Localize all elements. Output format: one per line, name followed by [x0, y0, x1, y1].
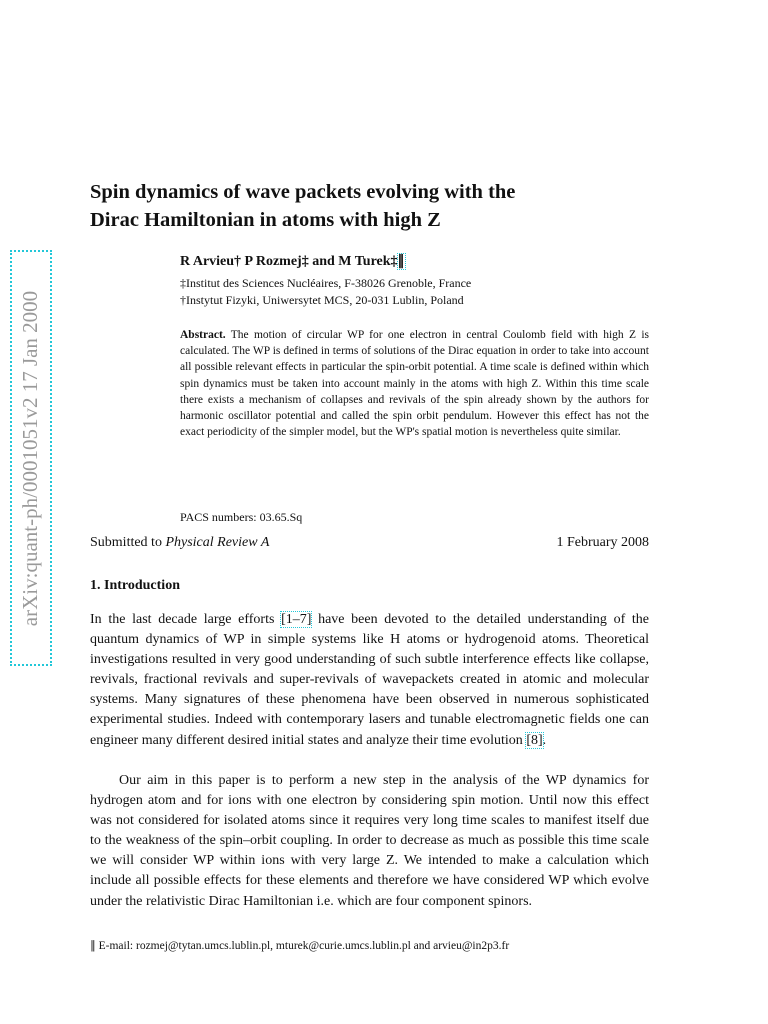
submitted-prefix: Submitted to: [90, 535, 166, 550]
arxiv-stamp[interactable]: [10, 250, 52, 666]
abstract-label: Abstract.: [180, 329, 226, 341]
abstract: [180, 327, 649, 440]
footnote: ∥ E-mail: rozmej@tytan.umcs.lublin.pl, mturek@curie.umcs.lublin.pl and arvieu@in2p3.fr: [90, 940, 510, 952]
affiliation-1: ‡Institut des Sciences Nucléaires, F-38026 Grenoble, France: [180, 276, 472, 290]
title-line-1: Spin dynamics of wave packets evolving with the: [90, 181, 516, 203]
p1-text-b: have been devoted to the detailed understanding of the quantum dynamics of WP in simple systems like H atoms or hydrogenoid atoms. Theoretical investigations resulted in very good understanding of such subtle interference effects like collapse, revivals, fractional revivals and super-revivals of wavepackets created in atomic and molecular systems. Many signatures of these phenomena have been observed in numerous sophisticated experimental studies. Indeed with contemporary lasers and tunable electromagnetic fields one can engineer many different desired initial states and analyze their time evolution: [90, 612, 650, 748]
p1-text-c: .: [542, 732, 547, 748]
paragraph-1: [90, 610, 649, 751]
pacs-numbers: PACS numbers: 03.65.Sq: [180, 510, 303, 524]
citation-link[interactable]: [8]: [526, 732, 543, 748]
abstract-text: The motion of circular WP for one electron in central Coulomb field with high Z is calculated. The WP is defined in terms of solutions of the Dirac equation in order to take into account all possible relevant effects in particular the spin-orbit potential. A time scale is defined within which spin dynamics must be taken into account mainly in the atoms with high Z. Within this time scale there exists a mechanism of collapses and revivals of the spin already shown by the authors for harmonic oscillator potential and called the spin orbit pendulum. However this effect has not the exact periodicity of the simpler model, but the WP's spatial motion is nevertheless quite similar.: [180, 329, 649, 439]
journal-name: Physical Review A: [165, 535, 270, 550]
paper-title: [90, 178, 650, 234]
title-line-2: Dirac Hamiltonian in atoms with high Z: [90, 209, 441, 231]
submitted-to: [90, 535, 269, 551]
date: 1 February 2008: [556, 535, 649, 550]
citation-link[interactable]: [1–7]: [281, 612, 312, 627]
author-list: [180, 253, 405, 270]
authors-text: R Arvieu† P Rozmej‡ and M Turek‡: [180, 254, 398, 269]
paragraph-2: Our aim in this paper is to perform a new step in the analysis of the WP dynamics for hydrogen atom and for ions with one electron by considering spin motion. Until now this effect was not considered for isolated atoms since it requires very long time scales to manifest itself due to the weakness of the spin–orbit coupling. In order to decrease as much as possible this time scale we will consider WP within ions with very large Z. We intended to make a calculation which include all possible effects for these elements and therefore we have considered WP which evolve under the relativistic Dirac Hamiltonian i.e. which are four component spinors.: [90, 773, 649, 909]
p1-text-a: In the last decade large efforts: [90, 612, 282, 627]
footnote-link[interactable]: ∥: [397, 254, 405, 269]
section-heading: 1. Introduction: [90, 578, 180, 593]
arxiv-id: arXiv:quant-ph/0001051v2 17 Jan 2000: [18, 290, 43, 626]
affiliation-2: †Instytut Fizyki, Uniwersytet MCS, 20-031 Lublin, Poland: [180, 293, 464, 307]
